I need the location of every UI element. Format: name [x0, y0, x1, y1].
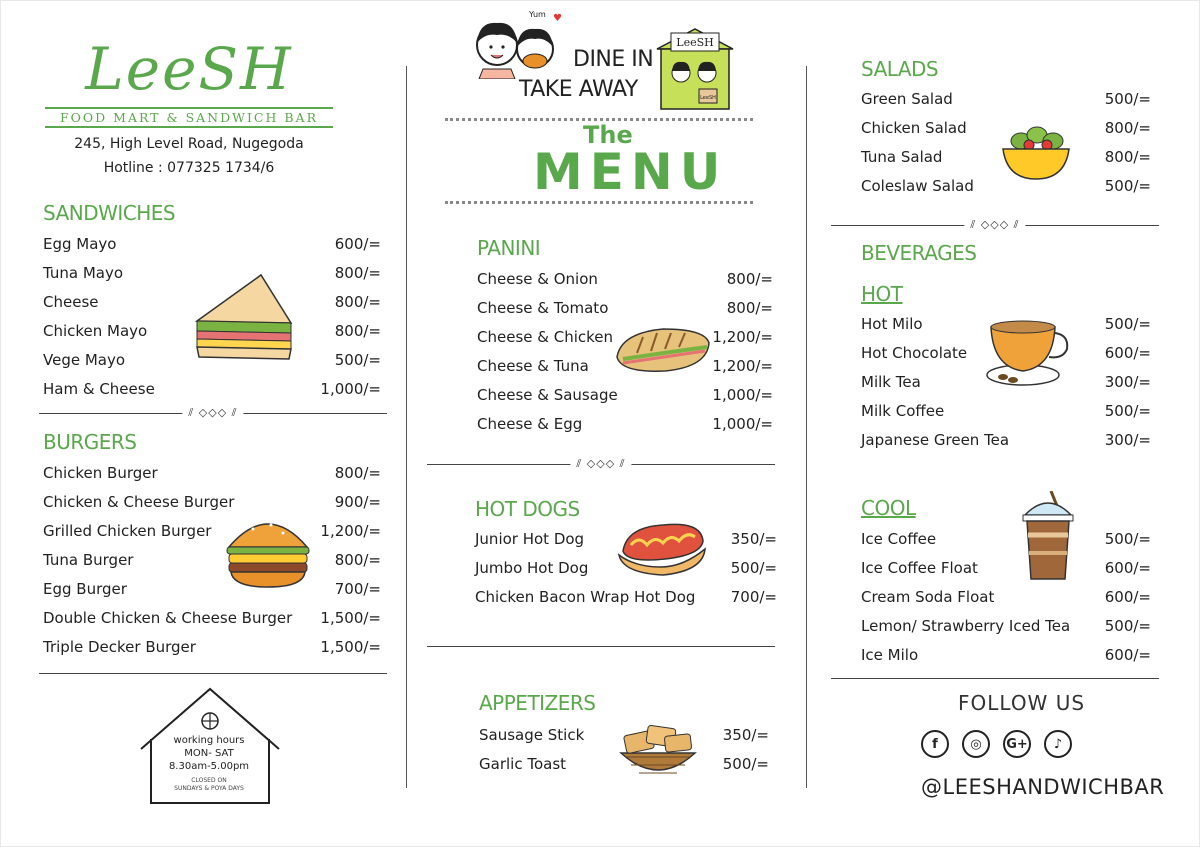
- instagram-icon[interactable]: ◎: [962, 730, 990, 758]
- menu-item-price: 350/=: [730, 530, 777, 548]
- menu-item-price: 800/=: [334, 264, 381, 282]
- menu-item-name: Hot Chocolate: [861, 344, 968, 362]
- menu-item-price: 600/=: [1104, 588, 1151, 606]
- cool-title: COOL: [861, 496, 916, 520]
- menu-item-price: 500/=: [1104, 90, 1151, 108]
- dotted-rule-bottom: [445, 201, 753, 204]
- menu-item-name: Ice Coffee: [861, 530, 937, 548]
- menu-item-name: Chicken Burger: [43, 464, 158, 482]
- menu-the: The: [583, 121, 633, 149]
- menu-item-name: Cheese & Egg: [477, 415, 583, 433]
- divider-hotdogs: [427, 646, 775, 647]
- menu-item-price: 1,000/=: [712, 386, 773, 404]
- menu-item-name: Egg Mayo: [43, 235, 117, 253]
- menu-item-name: Tuna Mayo: [43, 264, 124, 282]
- menu-item-name: Cheese & Tomato: [477, 299, 609, 317]
- stall-illustration: [655, 25, 735, 111]
- appetizers-title: APPETIZERS: [479, 691, 596, 715]
- menu-item-price: 500/=: [730, 559, 777, 577]
- menu-item-name: Grilled Chicken Burger: [43, 522, 212, 540]
- column-separator-right: [806, 66, 807, 788]
- svg-text:♥: ♥: [553, 13, 562, 24]
- coffee-cup-icon: [983, 319, 1073, 387]
- burger-icon: [223, 511, 313, 591]
- tiktok-icon[interactable]: ♪: [1044, 730, 1072, 758]
- menu-item-price: 300/=: [1104, 373, 1151, 391]
- menu-item-price: 800/=: [1104, 148, 1151, 166]
- menu-item-price: 500/=: [722, 755, 769, 773]
- divider-sandwiches: ⫽ ◇◇◇ ⫽: [39, 413, 387, 414]
- take-away-text: TAKE AWAY: [519, 77, 638, 102]
- menu-item-name: Tuna Salad: [861, 148, 943, 166]
- menu-item-price: 800/=: [334, 322, 381, 340]
- menu-item-price: 600/=: [1104, 344, 1151, 362]
- menu-item-name: Garlic Toast: [479, 755, 567, 773]
- menu-item-price: 800/=: [726, 270, 773, 288]
- menu-item-name: Cheese & Sausage: [477, 386, 618, 404]
- menu-item-price: 1,000/=: [320, 380, 381, 398]
- salad-bowl-icon: [999, 119, 1073, 183]
- menu-item-name: Cheese & Onion: [477, 270, 598, 288]
- burgers-title: BURGERS: [43, 430, 137, 454]
- panini-title: PANINI: [477, 236, 541, 260]
- brand-header: [45, 37, 333, 176]
- menu-item-name: Vege Mayo: [43, 351, 126, 369]
- menu-item-name: Cheese & Chicken: [477, 328, 613, 346]
- hot-title: HOT: [861, 282, 903, 306]
- menu-item-price: 600/=: [1104, 559, 1151, 577]
- menu-item-name: Double Chicken & Cheese Burger: [43, 609, 293, 627]
- menu-item-price: 800/=: [726, 299, 773, 317]
- menu-item-name: Cheese: [43, 293, 99, 311]
- menu-item-price: 500/=: [334, 351, 381, 369]
- hotline: Hotline : 077325 1734/6: [103, 160, 275, 176]
- menu-item-name: Hot Milo: [861, 315, 923, 333]
- dine-in-text: DINE IN: [573, 47, 654, 72]
- working-hours: [159, 734, 259, 793]
- menu-item-price: 350/=: [722, 726, 769, 744]
- divider-panini: ⫽ ◇◇◇ ⫽: [427, 464, 775, 465]
- menu-item-name: Cream Soda Float: [861, 588, 995, 606]
- menu-item-price: 600/=: [1104, 646, 1151, 664]
- menu-item-name: Tuna Burger: [43, 551, 134, 569]
- divider-salads: ⫽ ◇◇◇ ⫽: [831, 225, 1159, 226]
- stall-sign: LeeSH: [676, 36, 714, 49]
- working-hours-days: MON- SAT: [184, 748, 234, 759]
- menu-item-price: 800/=: [334, 293, 381, 311]
- menu-item-name: Junior Hot Dog: [475, 530, 585, 548]
- menu-item-name: Jumbo Hot Dog: [475, 559, 589, 577]
- menu-item-name: Egg Burger: [43, 580, 127, 598]
- facebook-icon[interactable]: f: [921, 730, 949, 758]
- menu-item-name: Triple Decker Burger: [43, 638, 196, 656]
- characters-illustration: [469, 9, 569, 79]
- menu-item-price: 500/=: [1104, 177, 1151, 195]
- menu-item-name: Lemon/ Strawberry Iced Tea: [861, 617, 1071, 635]
- menu-item-name: Ham & Cheese: [43, 380, 155, 398]
- menu-item-name: Cheese & Tuna: [477, 357, 589, 375]
- menu-item-price: 1,200/=: [712, 357, 773, 375]
- menu-item-price: 300/=: [1104, 431, 1151, 449]
- menu-item-price: 1,500/=: [320, 609, 381, 627]
- garlic-toast-icon: [617, 717, 699, 783]
- menu-item-name: Chicken Mayo: [43, 322, 148, 340]
- menu-item-name: Sausage Stick: [479, 726, 585, 744]
- divider-beverages: [831, 678, 1159, 679]
- menu-item-price: 500/=: [1104, 530, 1151, 548]
- column-separator-left: [406, 66, 407, 788]
- menu-item-name: Chicken Salad: [861, 119, 967, 137]
- hotdogs-title: HOT DOGS: [475, 497, 580, 521]
- menu-item-price: 700/=: [730, 588, 777, 606]
- panini-icon: [613, 323, 713, 375]
- brand-logo: LeeSH: [85, 35, 293, 103]
- address: 245, High Level Road, Nugegoda: [74, 136, 304, 152]
- menu-item-price: 800/=: [334, 551, 381, 569]
- menu-item-name: Green Salad: [861, 90, 953, 108]
- bubble-text: Yum: [529, 10, 546, 19]
- menu-item-price: 900/=: [334, 493, 381, 511]
- hotdog-icon: [613, 513, 709, 583]
- follow-us-label: FOLLOW US: [958, 691, 1086, 715]
- menu-item-price: 600/=: [334, 235, 381, 253]
- menu-item-name: Milk Coffee: [861, 402, 945, 420]
- google-plus-icon[interactable]: G+: [1003, 730, 1031, 758]
- divider-burgers: [39, 673, 387, 674]
- working-hours-note2: SUNDAYS & POYA DAYS: [174, 785, 244, 792]
- menu-item-name: Ice Milo: [861, 646, 919, 664]
- working-hours-title: working hours: [173, 735, 245, 746]
- menu-item-name: Ice Coffee Float: [861, 559, 978, 577]
- menu-item-name: Chicken Bacon Wrap Hot Dog: [475, 588, 696, 606]
- working-hours-time: 8.30am-5.00pm: [168, 761, 250, 772]
- menu-item-price: 500/=: [1104, 315, 1151, 333]
- menu-item-price: 800/=: [1104, 119, 1151, 137]
- menu-item-price: 700/=: [334, 580, 381, 598]
- menu-item-price: 800/=: [334, 464, 381, 482]
- menu-item-price: 1,500/=: [320, 638, 381, 656]
- sandwich-icon: [191, 271, 296, 363]
- menu-item-price: 1,200/=: [712, 328, 773, 346]
- menu-item-name: Milk Tea: [861, 373, 921, 391]
- menu-item-price: 1,000/=: [712, 415, 773, 433]
- beverages-title: BEVERAGES: [861, 241, 977, 265]
- menu-item-name: Chicken & Cheese Burger: [43, 493, 235, 511]
- salads-title: SALADS: [861, 57, 939, 81]
- working-hours-note1: CLOSED ON: [191, 777, 227, 784]
- menu-item-name: Japanese Green Tea: [861, 431, 1010, 449]
- iced-coffee-icon: [1021, 491, 1075, 583]
- social-handle[interactable]: @LEESHANDWICHBAR: [921, 775, 1165, 799]
- menu-item-name: Coleslaw Salad: [861, 177, 974, 195]
- menu-item-price: 500/=: [1104, 402, 1151, 420]
- brand-tagline: FOOD MART & SANDWICH BAR: [45, 107, 333, 128]
- sandwiches-title: SANDWICHES: [43, 201, 176, 225]
- stall-bag-label: LeeSH: [700, 95, 716, 101]
- menu-title: MENU: [533, 143, 728, 201]
- menu-item-price: 500/=: [1104, 617, 1151, 635]
- menu-item-price: 1,200/=: [320, 522, 381, 540]
